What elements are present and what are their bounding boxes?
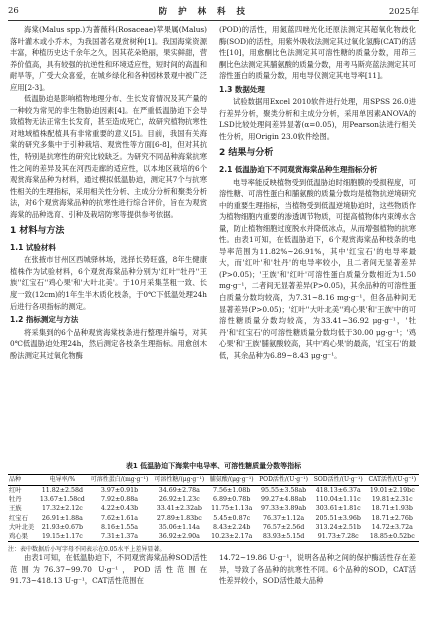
table-cell: 26.91±1.88a [41,514,83,522]
table-cell: 4.22±0.43b [100,505,139,513]
paragraph-methods: 将采集到的6个品种观赏海棠枝条进行整理并编号，对其0℃低温胁迫处理24h，然后测定各枝条生理指标。用愈创木酚法测定其过氧化物酶 [10,327,207,360]
table-row [8,504,419,513]
table-row [8,532,419,542]
left-column [10,24,207,361]
issue-year: 2025年 [388,7,419,17]
table-cell: 19.81±2.31c [371,496,413,504]
paragraph-enzymes: 由表1可知，在低温胁迫下，不同观赏海棠品种SOD活性范围为76.37~99.70 U·g⁻¹，POD活性范围在91.73~418.13 U·g⁻¹，CAT活性范围在 [10,553,207,586]
paragraph-data-processing: 试验数据用Excel 2010软件进行处理，用SPSS 26.0进行差异分析，聚类分析和主成分分析，采用单因素ANOVA的LSD比较处理间差异显著(α=0.05)，用Pearson法进行相关性分析，用Origin 23.0软件绘图。 [219,97,416,141]
table-cell: 3.97±0.91b [100,487,139,494]
table-cell: 95.55±3.58ab [261,487,307,494]
table-cell: 76.57±2.56d [262,523,305,531]
cultivar-cell: 红宝石 [9,514,28,522]
page-header [8,4,419,21]
table-cell: 8.16±1.55a [100,523,139,531]
table-cell: 97.33±3.89ab [261,505,307,513]
right-column [219,24,416,361]
column-header: CAT活性/(U·g⁻¹) [368,476,417,483]
table-cell: 7.62±1.61a [100,514,139,522]
table-cell: 205.51±3.96b [315,514,361,522]
table-cell: 18.85±0.52bc [369,533,415,541]
cultivar-cell: 鸡心果 [9,533,28,541]
data-table [8,474,419,542]
table-cell: 83.93±5.15d [262,533,305,541]
table-cell: 18.71±2.76b [371,514,413,522]
table-cell: 26.92±1.23c [158,496,200,504]
table-cell: 34.69±2.78a [158,487,200,494]
table-caption: 表1 低温胁迫下海棠中电导率、可溶性糖质量分数等指标 [125,462,302,470]
table-cell: 7.92±0.88a [100,496,139,504]
table-cell: 13.67±1.58cd [39,496,85,504]
table-cell: 17.32±2.12c [41,505,83,513]
table-cell: 110.04±1.11c [315,496,361,504]
table-cell: 313.24±2.51b [315,523,361,531]
section-heading-results: 2 结果与分析 [219,148,274,159]
table-cell: 10.23±2.17a [211,533,253,541]
subsection-heading-1-1: 1.1 试验材料 [10,242,56,252]
table-cell: 303.61±1.81c [315,505,361,513]
subsection-heading-2-1: 2.1 低温胁迫下不同观赏海棠品种生理指标分析 [219,165,378,175]
table-row [8,523,419,532]
column-header: 脯氨酸/(μg·g⁻¹) [209,476,254,483]
column-header: 可溶性糖/(μg·g⁻¹) [154,476,205,483]
table-cell: 19.01±2.19bc [369,487,415,494]
intro-paragraph-2: 低温胁迫是影响植物地理分布、生长发育情况及其产量的一种较为常见的非生物胁迫因素[4]。在严重低温胁迫下会导致植物无法正常生长发育，甚至造成死亡，故研究植物抗寒性对地域植株配植具有非常重要的意义[5]。目前，我国有关海棠的研究多集中于引种栽培、观赏性等方面[6-8]，但对其抗性，特别是抗寒性的研究比较缺乏。为研究不同品种海棠抗寒性之间的差异及其在河西走廊的适应性，以本地区栽培的6个观赏海棠品种为材料，通过模拟低温胁迫，测定其7个与抗寒性相关的生理指标，采用相关性分析、主成分分析和聚类分析法，对6个观赏海棠品种的抗寒性进行综合评价，旨在为观赏海棠的品种选育、引种及栽培防寒等提供参考依据。 [10,94,208,219]
table-cell: 7.56±1.08b [213,487,251,494]
table-cell: 35.06±1.14a [158,523,200,531]
table-body [8,486,419,542]
cultivar-cell: 红叶 [9,487,22,494]
paragraph-enzymes-cont: 14.72~19.86 U·g⁻¹，说明各品种之间的保护酶活性存在差异，导致了各品种的抗寒性不同。6个品种的SOD，CAT活性差异较小，SOD活性最大品种 [219,553,416,586]
table-row [8,514,419,523]
page-number: 26 [8,6,19,16]
table-cell: 91.73±7.28c [317,533,359,541]
table-cell: 76.37±1.12a [263,514,305,522]
table-cell: 18.71±1.93b [371,505,413,513]
table-1 [8,461,419,553]
table-note: 注：表中数据后小写字母不同表示在0.05水平上差异显著。 [8,546,166,554]
subsection-heading-1-2: 1.2 指标测定与方法 [10,315,79,325]
table-cell: 418.13±6.37a [315,487,361,494]
table-cell: 36.92±2.90a [158,533,200,541]
cultivar-cell: 大叶北美 [9,523,35,531]
column-header: 品种 [9,476,22,483]
paragraph-results: 电导率能反映植物受到低温胁迫时细胞膜的受损程度，可溶性糖、可溶性蛋白和脯氨酸的质量分数均是植物抗逆境研究中的重要生理指标，当植物受到低温逆境胁迫时，这些物质作为植物细胞内重要的渗透调节物质，可提高植物体内束缚水含量，防止植物细胞过度脱水并降低冰点，从而增强植物的抗寒性。由表1可知，在低温胁迫下，6个观赏海棠品种枝条的电导率范围为11.82%~26.91%，其中'红宝石'的电导率最大，而'红叶'和'牡丹'的电导率较小，且二者间无显著差异(P>0.05)；'王族'和'红叶'可溶性蛋白质量分数相近为1.50 mg·g⁻¹，二者间无显著差异(P>0.05)，其余品种的可溶性蛋白质量分数均较高，为7.31~8.16 mg·g⁻¹，但各品种间无显著差异(P>0.05)；'红叶''大叶北美''鸡心果'和'王族'中的可溶性糖质量分数均较高，为33.41~36.92 μg·g⁻¹，'牡丹'和'红宝石'的可溶性糖质量分数均低于30.00 μg·g⁻¹；'鸡心果'和'王族'脯氨酸较高，其中'鸡心果'的最高，'红宝石'的最低，其余品种为6.89~8.43 μg·g⁻¹。 [219,177,417,360]
table-cell: 6.89±0.78b [213,496,251,504]
table-cell: 27.89±1.83bc [156,514,202,522]
table-cell: 19.15±1.17c [41,533,83,541]
table-cell: 11.75±1.13a [211,505,253,513]
subsection-heading-1-3: 1.3 数据处理 [219,84,265,94]
bottom-left-column [10,552,207,587]
table-cell: 33.41±2.32ab [156,505,202,513]
table-cell: 8.43±2.24b [213,523,251,531]
cultivar-cell: 牡丹 [9,496,22,504]
table-row [8,495,419,504]
table-cell: 5.45±0.87c [213,514,251,522]
table-cell: 21.93±0.67b [41,523,84,531]
column-header: SOD活性/(U·g⁻¹) [313,476,363,483]
column-header: 电导率/% [49,476,76,483]
bottom-right-column [219,552,416,587]
table-cell: 11.82±2.58d [41,487,84,494]
table-cell: 99.27±4.88ab [261,496,307,504]
column-header: 可溶性蛋白/(mg·g⁻¹) [90,476,149,483]
paragraph-methods-cont: (POD)的活性，用氮蓝四唑光化还原法测定其超氧化物歧化酶(SOD)的活性，用紫外吸收法测定其过氧化氢酶(CAT)的活性[10]，用愈酮比色法测定其可溶性糖的质量分数，用茚三酮比色法测定其脯氨酸的质量分数，用考马斯亮蓝法测定其可溶性蛋白的质量分数，用电导仪测定其电导率[11]。 [219,25,417,81]
paragraph-materials: 在张掖市甘州区西城驿林场，选择长势旺盛，8年生健康植株作为试验材料，6个观赏海棠品种分别为'红叶''牡丹''王族''红宝石''鸡心果'和'大叶北美'。于10月采集茎粗一致、长度一致(12cm)的1年生半木质化枝条，于0℃下低温处理24h后进行各项指标的测定。 [10,255,207,311]
table-header-row [8,475,419,486]
column-header: POD活性/(U·g⁻¹) [259,476,308,483]
table-cell: 14.72±3.72a [371,523,413,531]
table-row [8,486,419,496]
intro-paragraph-1: 海棠(Malus spp.)为蔷薇科(Rosaceae)苹果属(Malus)落叶灌木或小乔木，为我国著名观赏树种[1]。我国海棠资源丰富，种植历史达千余年之久，因其花朵艳丽，果实鲜甜，营养价值高，具有较强的抗逆性和环境适应性，短时间的高温和耐旱等，广受大众喜爱，在城乡绿化和各种园林景观中被广泛应用[2-3]。 [10,25,208,92]
journal-name: 防 护 林 科 技 [158,7,250,17]
section-heading-materials: 1 材料与方法 [10,226,65,237]
cultivar-cell: 王族 [9,505,22,513]
table-cell: 7.31±1.37a [100,533,139,541]
